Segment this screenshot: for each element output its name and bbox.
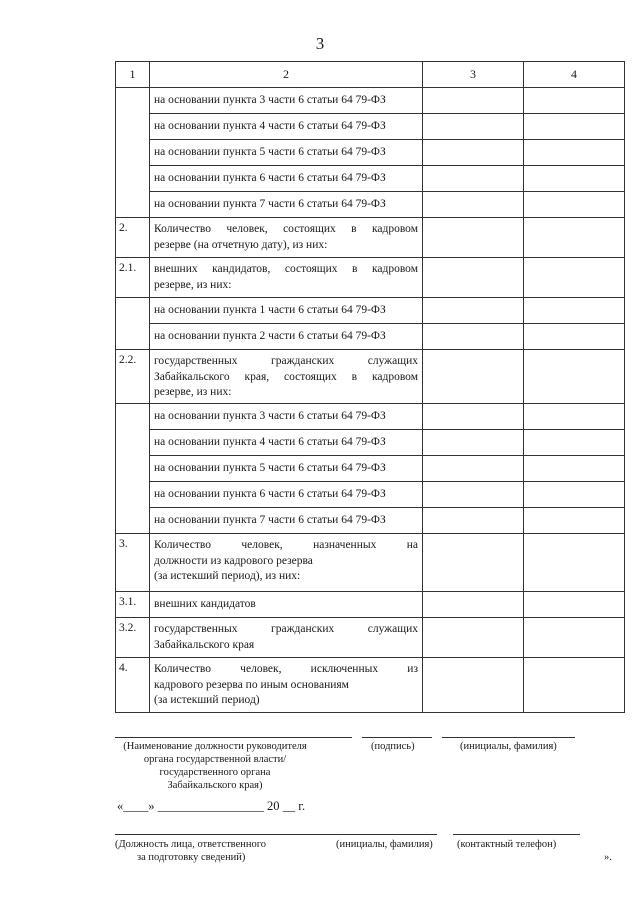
value-cell	[524, 324, 625, 350]
row-label	[150, 618, 423, 658]
value-cell	[524, 140, 625, 166]
value-cell	[423, 166, 524, 192]
value-cell	[423, 430, 524, 456]
header-cell-4: 4	[524, 62, 625, 88]
table-row	[116, 482, 625, 508]
row-label: на основании пункта 4 части 6 статьи 64 79-ФЗ	[150, 430, 423, 456]
table-row	[116, 192, 625, 218]
caption-line: (Должность лица, ответственного	[115, 839, 267, 850]
table-row	[116, 456, 625, 482]
row-label: на основании пункта 3 части 6 статьи 64 79-ФЗ	[150, 88, 423, 114]
table-row	[116, 592, 625, 618]
date-line: «____» _________________ 20 __ г.	[117, 799, 306, 813]
row-number: 3.1.	[116, 592, 150, 618]
row-label-line: Количество человек, состоящих в кадровом	[154, 223, 418, 235]
position-line	[115, 737, 352, 738]
table-row	[116, 618, 625, 658]
value-cell	[524, 430, 625, 456]
responsible-caption	[115, 838, 266, 864]
row-label-line: внешних кандидатов, состоящих в кадровом	[154, 263, 418, 275]
value-cell	[524, 618, 625, 658]
header-cell-3: 3	[423, 62, 524, 88]
value-cell	[524, 350, 625, 404]
table-row	[116, 258, 625, 298]
value-cell	[524, 658, 625, 713]
value-cell	[423, 456, 524, 482]
value-cell	[524, 534, 625, 592]
row-label-line: резерве (на отчетную дату), из них:	[154, 238, 328, 251]
table-row	[116, 324, 625, 350]
value-cell	[423, 140, 524, 166]
table-row	[116, 404, 625, 430]
caption-line: за подготовку сведений)	[137, 852, 246, 863]
row-label-line: резерве, из них:	[154, 278, 232, 291]
table-row	[116, 88, 625, 114]
value-cell	[524, 592, 625, 618]
row-label: на основании пункта 6 части 6 статьи 64 79-ФЗ	[150, 166, 423, 192]
position-caption	[115, 740, 315, 792]
name-line	[442, 737, 575, 738]
value-cell	[423, 324, 524, 350]
row-label-line: Забайкальского края	[154, 638, 255, 651]
name-caption: (инициалы, фамилия)	[460, 741, 557, 752]
phone-line	[453, 834, 580, 835]
value-cell	[423, 350, 524, 404]
row-label-line: Количество человек, исключенных из	[154, 663, 418, 675]
row-label-line: государственных гражданских служащих	[154, 355, 418, 367]
row-label-line: резерве, из них:	[154, 386, 232, 398]
table-row	[116, 534, 625, 592]
value-cell	[423, 258, 524, 298]
signature-caption: (подпись)	[371, 741, 415, 752]
row-label	[150, 350, 423, 404]
report-table	[115, 61, 625, 713]
table-row	[116, 508, 625, 534]
row-label: на основании пункта 6 части 6 статьи 64 79-ФЗ	[150, 482, 423, 508]
table-row	[116, 140, 625, 166]
value-cell	[524, 192, 625, 218]
row-label: на основании пункта 7 части 6 статьи 64 79-ФЗ	[150, 508, 423, 534]
closing-quote: ».	[604, 852, 612, 863]
value-cell	[423, 404, 524, 430]
row-number: 3.2.	[116, 618, 150, 658]
row-number: 2.1.	[116, 258, 150, 298]
caption-line: (Наименование должности руководителя	[123, 741, 307, 752]
row-number-empty	[116, 298, 150, 350]
row-number: 2.	[116, 218, 150, 258]
responsible-name-caption: (инициалы, фамилия)	[336, 839, 433, 850]
phone-caption: (контактный телефон)	[457, 839, 557, 850]
table-row	[116, 114, 625, 140]
row-label: на основании пункта 2 части 6 статьи 64 79-ФЗ	[150, 324, 423, 350]
row-label-line: Количество человек, назначенных на	[154, 539, 418, 551]
value-cell	[423, 218, 524, 258]
responsible-name-line	[337, 834, 437, 835]
row-label-line: (за истекший период)	[154, 694, 260, 706]
signature-line	[362, 737, 432, 738]
value-cell	[524, 218, 625, 258]
row-label-line: должности из кадрового резерва	[154, 554, 313, 567]
value-cell	[423, 658, 524, 713]
table-row	[116, 298, 625, 324]
table-row	[116, 166, 625, 192]
row-label-line: Забайкальского края, состоящих в кадровом	[154, 370, 418, 383]
row-label	[150, 218, 423, 258]
row-number: 4.	[116, 658, 150, 713]
value-cell	[524, 88, 625, 114]
caption-line: органа государственной власти/	[143, 754, 287, 765]
table-row	[116, 218, 625, 258]
row-label: на основании пункта 4 части 6 статьи 64 79-ФЗ	[150, 114, 423, 140]
row-label: на основании пункта 1 части 6 статьи 64 79-ФЗ	[150, 298, 423, 324]
table-row	[116, 350, 625, 404]
row-number-empty	[116, 88, 150, 218]
header-cell-2: 2	[150, 62, 423, 88]
table-header-row	[116, 62, 625, 88]
row-label: внешних кандидатов	[150, 592, 423, 618]
row-number: 2.2.	[116, 350, 150, 404]
row-label: на основании пункта 5 части 6 статьи 64 79-ФЗ	[150, 140, 423, 166]
row-label-line: кадрового резерва по иным основаниям	[154, 678, 349, 691]
row-number-empty	[116, 404, 150, 534]
caption-line: государственного органа	[159, 767, 271, 778]
value-cell	[423, 298, 524, 324]
row-number: 3.	[116, 534, 150, 592]
value-cell	[524, 166, 625, 192]
value-cell	[524, 456, 625, 482]
value-cell	[524, 298, 625, 324]
row-label	[150, 258, 423, 298]
row-label: на основании пункта 5 части 6 статьи 64 79-ФЗ	[150, 456, 423, 482]
value-cell	[524, 508, 625, 534]
row-label	[150, 534, 423, 592]
row-label-line: (за истекший период), из них:	[154, 570, 301, 582]
value-cell	[423, 534, 524, 592]
caption-line: Забайкальского края)	[167, 780, 263, 791]
value-cell	[524, 258, 625, 298]
value-cell	[423, 192, 524, 218]
table-row	[116, 430, 625, 456]
page-number: 3	[315, 34, 325, 53]
value-cell	[423, 508, 524, 534]
header-cell-1: 1	[116, 62, 150, 88]
row-label-line: государственных гражданских служащих	[154, 623, 418, 635]
value-cell	[524, 482, 625, 508]
table-row	[116, 658, 625, 713]
value-cell	[423, 114, 524, 140]
row-label: на основании пункта 3 части 6 статьи 64 79-ФЗ	[150, 404, 423, 430]
row-label: на основании пункта 7 части 6 статьи 64 79-ФЗ	[150, 192, 423, 218]
row-label	[150, 658, 423, 713]
value-cell	[524, 114, 625, 140]
responsible-position-line	[115, 834, 337, 835]
value-cell	[524, 404, 625, 430]
value-cell	[423, 592, 524, 618]
value-cell	[423, 88, 524, 114]
value-cell	[423, 482, 524, 508]
value-cell	[423, 618, 524, 658]
